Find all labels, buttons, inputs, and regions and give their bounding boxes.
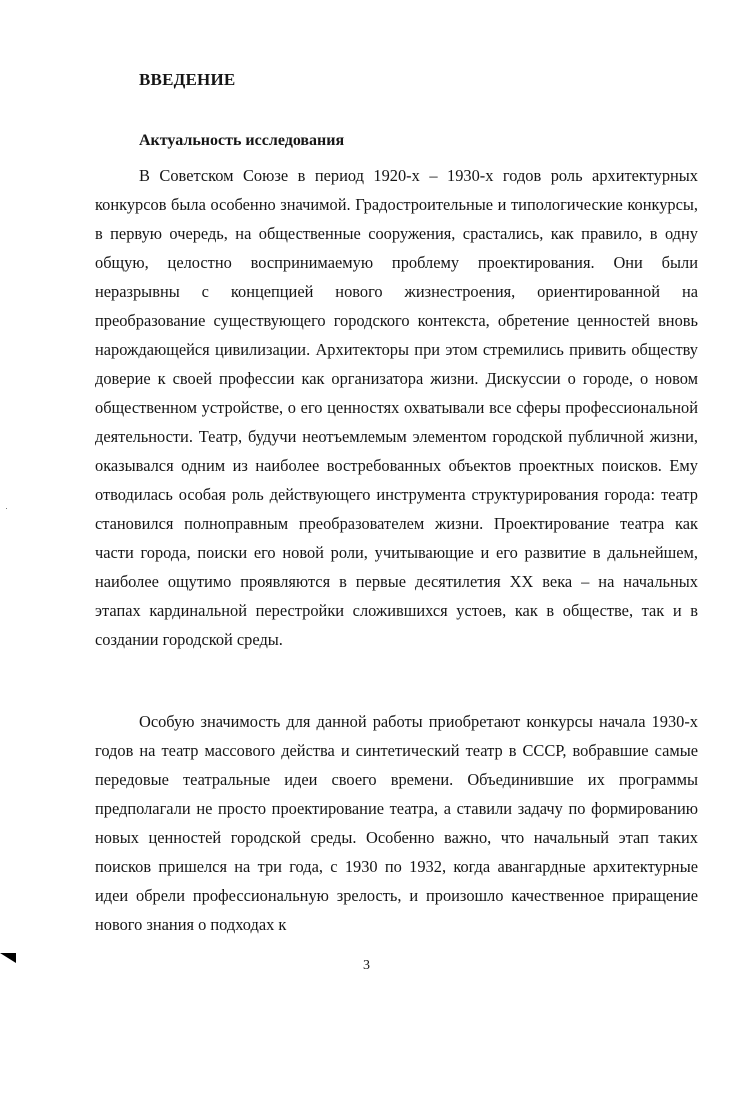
paragraph-2-text: Особую значимость для данной работы приобретают конкурсы начала 1930-х годов на театр массового действа и синтетический театр в СССР, вобравшие самые передовые театральные идеи своего времени. Объединившие их программы предполагали не просто проектирование театра, а ставили задачу по формированию новых ценностей городской среды. Особенно важно, что начальный этап таких поисков пришелся на три года, с 1930 по 1932, когда авангардные архитектурные идеи обрели профессиональную зрелость, и произошло качественное приращение нового знания о подходах к — [95, 712, 698, 934]
page-marker-icon — [0, 953, 16, 963]
scan-artifact-dot — [6, 508, 7, 509]
paragraph-1: В Советском Союзе в период 1920-х – 1930-х годов роль архитектурных конкурсов была особенно значимой. Градостроительные и типологические конкурсы, в первую очередь, на общественные сооружения, срастались, как правило, в одну общую, целостно воспринимаемую проблему проектирования. Они были неразрывны с концепцией нового жизнестроения, ориентированной на преобразование существующего городского контекста, обретение ценностей вновь нарождающейся цивилизации. Архитекторы при этом стремились привить обществу доверие к своей профессии как организатора жизни. Дискуссии о городе, о новом общественном устройстве, о его ценностях охватывали все сферы профессиональной деятельности. Театр, будучи неотъемлемым элементом городской публичной жизни, оказывался одним из наиболее востребованных объектов проектных поисков. Ему отводилась особая роль действующего инструмента структурирования города: театр становился полноправным преобразователем жизни. Проектирование театра как части города, поиски его новой роли, учитывающие и его развитие в дальнейшем, наиболее ощутимо проявляются в первые десятилетия XX века – на начальных этапах кардинальной перестройки сложившихся устоев, как в обществе, так и в создании городской среды. — [95, 166, 698, 649]
page-number: 3 — [363, 958, 370, 973]
section-heading: ВВЕДЕНИЕ — [139, 70, 236, 89]
paragraph-2 — [95, 707, 698, 939]
subsection-heading: Актуальность исследования — [139, 132, 345, 149]
